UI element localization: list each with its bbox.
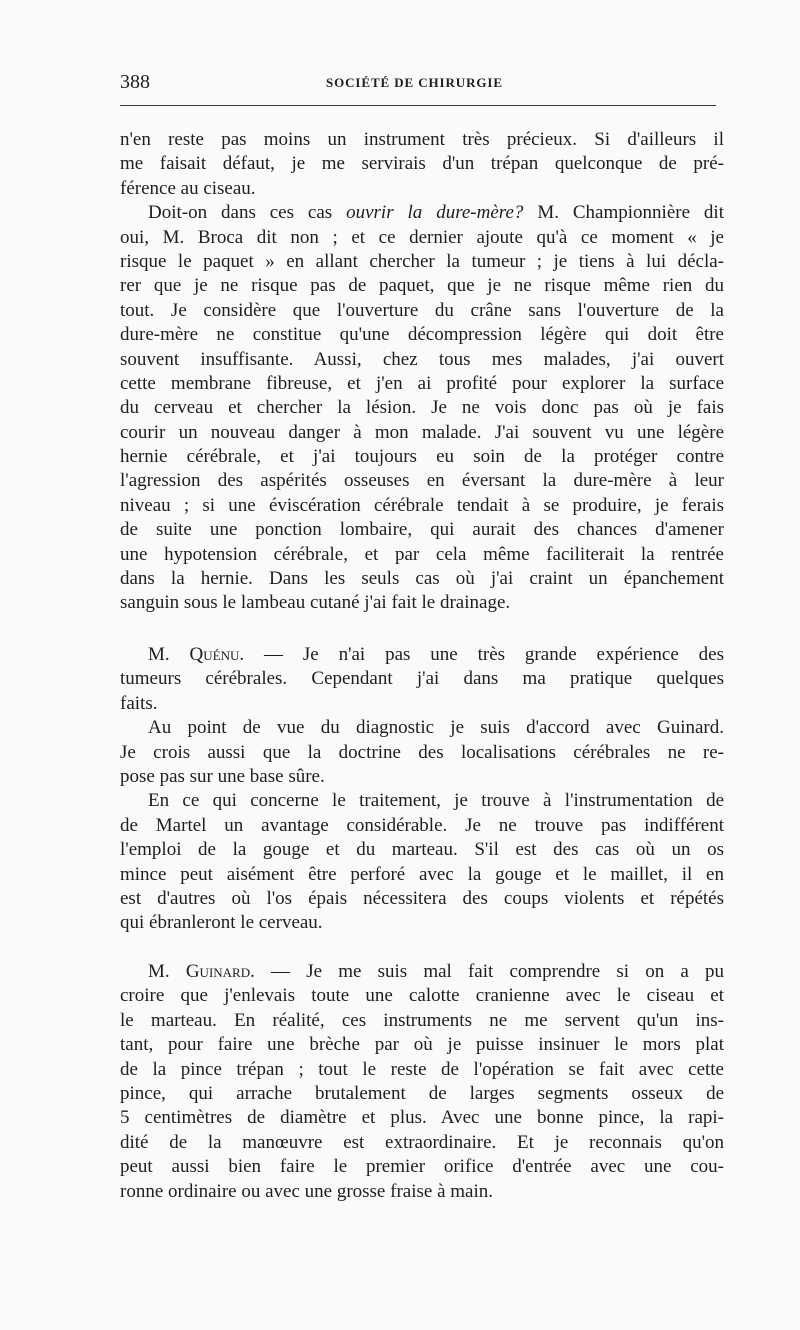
text-span: Doit-on dans ces cas <box>148 202 347 224</box>
text-line: l'agression des aspérités osseuses en éversant la dure-mère à leur <box>120 470 724 492</box>
text-line: dité de la manœuvre est extraordinaire. Et je reconnais qu'on <box>120 1131 724 1153</box>
text-line: courir un nouveau danger à mon malade. J'ai souvent vu une légère <box>120 421 724 443</box>
text-line: dans la hernie. Dans les seuls cas où j'ai craint un épanchement <box>120 568 724 590</box>
text-line: de suite une ponction lombaire, qui aurait des chances d'amener <box>120 519 724 541</box>
text-line: de Martel un avantage considérable. Je ne trouve pas indifférent <box>120 814 724 836</box>
italic-phrase: ouvrir la dure-mère? <box>346 202 524 224</box>
text-line: qui ébranleront le cerveau. <box>120 912 323 934</box>
paragraph <box>120 643 724 716</box>
text-line: peut aussi bien faire le premier orifice d'entrée avec une cou- <box>120 1156 724 1178</box>
speaker-name: Quénu <box>189 644 240 665</box>
paragraph <box>120 960 724 1204</box>
text-line: Au point de vue du diagnostic je suis d'accord avec Guinard. <box>148 717 724 739</box>
text-line: dure-mère ne constitue qu'une décompression légère qui doit être <box>120 324 724 346</box>
text-line: ronne ordinaire ou avec une grosse fraise à main. <box>120 1180 493 1202</box>
text-block-3 <box>120 960 724 1204</box>
text-line: En ce qui concerne le traitement, je trouve à l'instrumentation de <box>148 790 724 812</box>
speaker-prefix: M. <box>148 644 190 665</box>
text-line: faits. <box>120 692 158 714</box>
text-block-1 <box>120 128 724 616</box>
text-block-2 <box>120 643 724 936</box>
text-line: me faisait défaut, je me servirais d'un trépan quelconque de pré- <box>120 153 724 175</box>
text-line <box>120 201 724 225</box>
text-span: M. Championnière dit <box>523 202 724 224</box>
paragraph <box>120 201 724 616</box>
text-line: 5 centimètres de diamètre et plus. Avec une bonne pince, la rapi- <box>120 1107 724 1129</box>
text-line: risque le paquet » en allant chercher la tumeur ; je tiens à lui décla- <box>120 250 724 272</box>
text-line: est d'autres où l'os épais nécessitera des coups violents et répétés <box>120 887 724 909</box>
text-line: n'en reste pas moins un instrument très précieux. Si d'ailleurs il <box>120 129 724 150</box>
text-line: cette membrane fibreuse, et j'en ai profité pour explorer la surface <box>120 372 724 394</box>
text-span: . — Je n'ai pas une très grande expérience des <box>239 644 724 665</box>
text-line: tout. Je considère que l'ouverture du crâne sans l'ouverture de la <box>120 299 724 321</box>
text-line: le marteau. En réalité, ces instruments ne me servent qu'un ins- <box>120 1009 724 1031</box>
text-line: Je crois aussi que la doctrine des localisations cérébrales ne re- <box>120 741 724 763</box>
page-number: 388 <box>120 71 150 93</box>
speaker-prefix: M. <box>148 961 186 982</box>
text-span: . — Je me suis mal fait comprendre si on a pu <box>250 961 724 982</box>
text-line: du cerveau et chercher la lésion. Je ne vois donc pas où je fais <box>120 397 724 419</box>
text-line: hernie cérébrale, et j'ai toujours eu soin de la protéger contre <box>120 446 724 468</box>
text-line: férence au ciseau. <box>120 177 256 199</box>
text-line: souvent insuffisante. Aussi, chez tous mes malades, j'ai ouvert <box>120 348 724 370</box>
paragraph <box>120 716 724 789</box>
text-line: sanguin sous le lambeau cutané j'ai fait le drainage. <box>120 592 511 614</box>
paragraph <box>120 128 724 201</box>
text-line: niveau ; si une éviscération cérébrale tendait à se produire, je ferais <box>120 494 724 516</box>
speaker-name: Guinard <box>185 961 251 982</box>
header-rule <box>120 105 716 106</box>
paragraph <box>120 789 724 935</box>
text-line: rer que je ne risque pas de paquet, que je ne risque même rien du <box>120 275 724 297</box>
text-line <box>120 960 724 984</box>
text-line: mince peut aisément être perforé avec la gouge et le maillet, il en <box>120 863 724 885</box>
text-line <box>120 643 724 667</box>
running-title: SOCIÉTÉ DE CHIRURGIE <box>326 75 503 90</box>
text-line: tumeurs cérébrales. Cependant j'ai dans ma pratique quelques <box>120 668 724 690</box>
text-line: pose pas sur une base sûre. <box>120 765 325 787</box>
text-line: tant, pour faire une brèche par où je puisse insinuer le mors plat <box>120 1034 724 1056</box>
text-line: oui, M. Broca dit non ; et ce dernier ajoute qu'à ce moment « je <box>120 226 724 248</box>
text-line: croire que j'enlevais toute une calotte cranienne avec le ciseau et <box>120 985 724 1007</box>
text-line: une hypotension cérébrale, et par cela même faciliterait la rentrée <box>120 543 724 565</box>
text-line: pince, qui arrache brutalement de larges segments osseux de <box>120 1082 724 1104</box>
text-line: de la pince trépan ; tout le reste de l'opération se fait avec cette <box>120 1058 724 1080</box>
text-line: l'emploi de la gouge et du marteau. S'il est des cas où un os <box>120 839 724 861</box>
